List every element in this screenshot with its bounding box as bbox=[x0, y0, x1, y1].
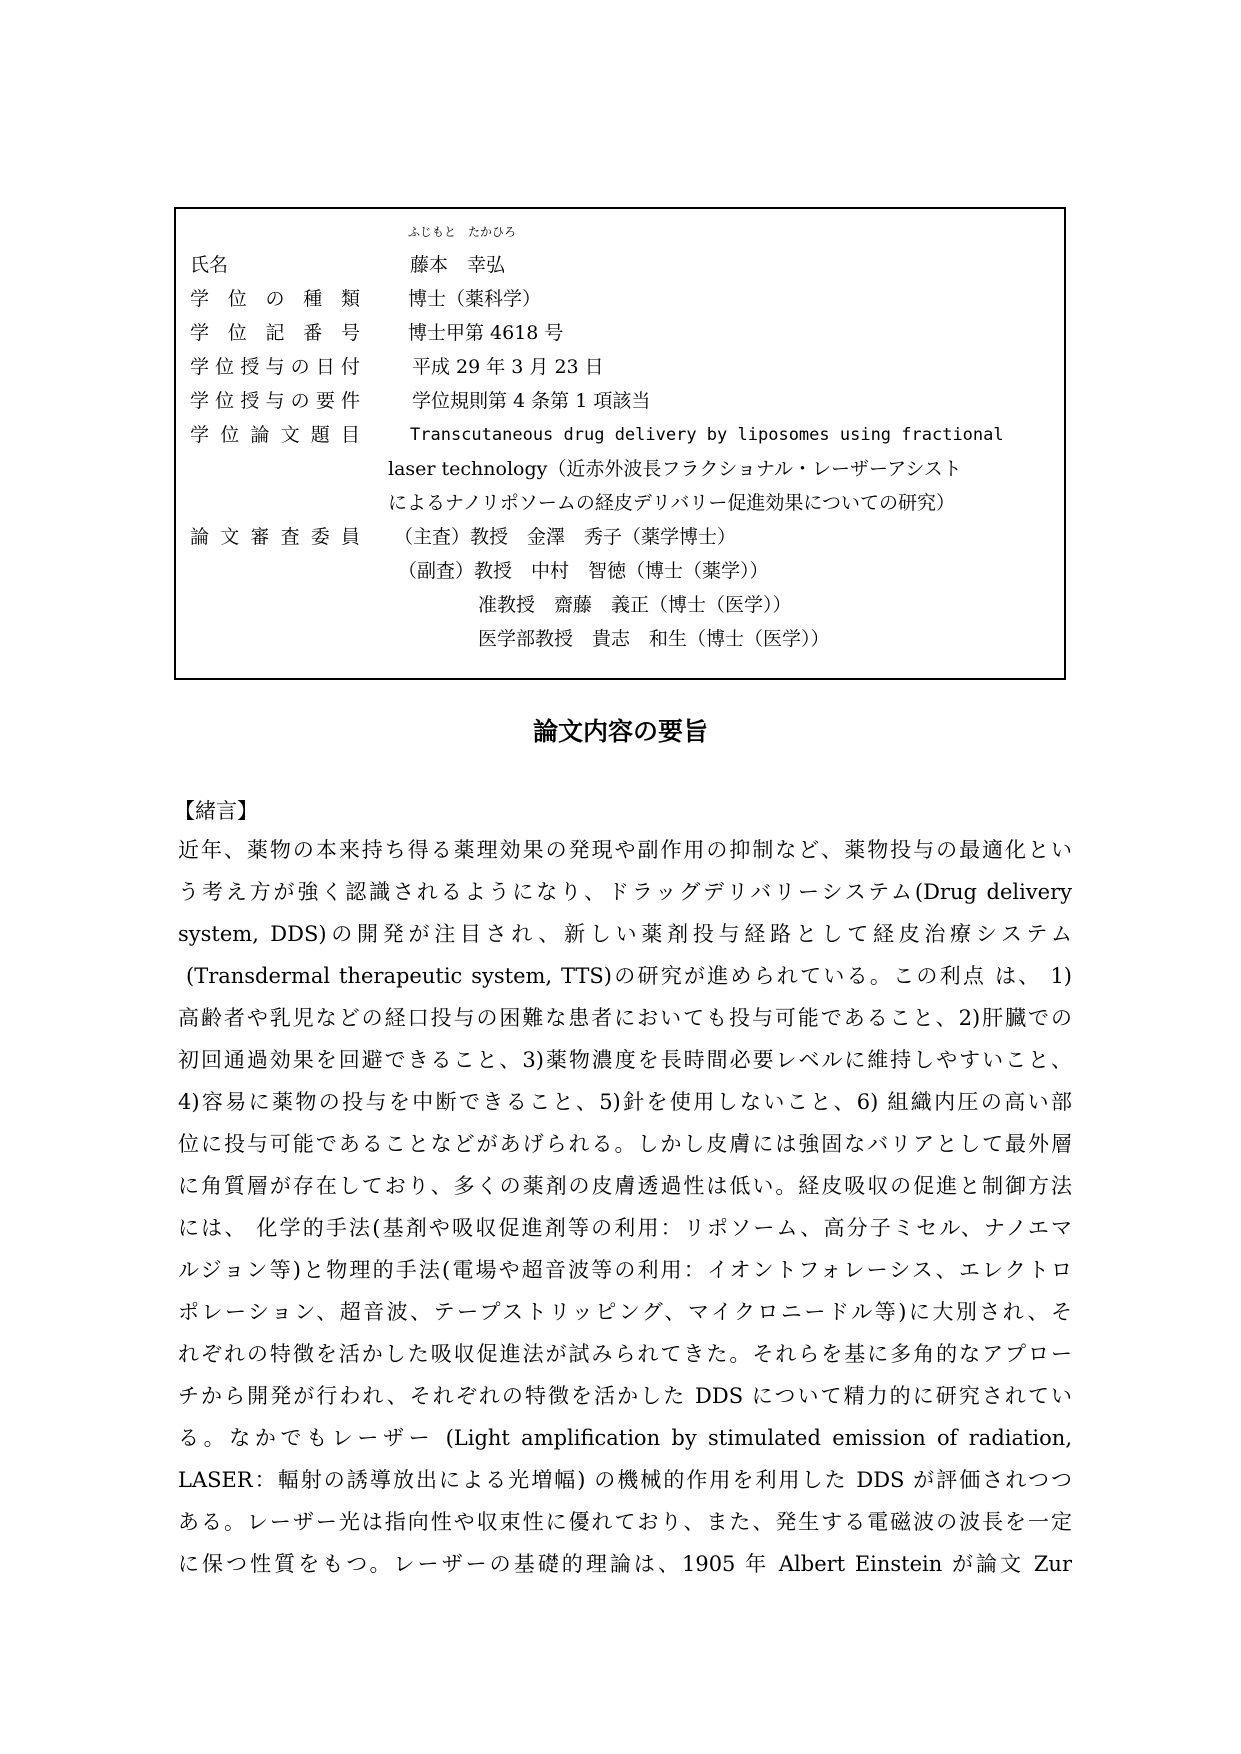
info-value: （副査）教授 中村 智徳（博士（薬学）） bbox=[398, 560, 769, 582]
body-line: LASER：輻射の誘導放出による光増幅) の機械的作用を利用した DDS が評価されつつ bbox=[178, 1468, 1072, 1492]
name-ruby: ふじもと たかひろ bbox=[408, 225, 517, 239]
body-line: ある。レーザー光は指向性や収束性に優れており、また、発生する電磁波の波長を一定 bbox=[178, 1510, 1072, 1534]
info-value: 医学部教授 貴志 和生（博士（医学）） bbox=[478, 628, 830, 650]
info-label: 学位論文題目 bbox=[190, 424, 360, 446]
body-line: system, DDS)の開発が注目され、新しい薬剤投与経路として経皮治療システム bbox=[178, 922, 1072, 946]
body-line: ルジョン等)と物理的手法(電場や超音波等の利用：イオントフォレーシス、エレクトロ bbox=[178, 1258, 1072, 1282]
body-line: 高齢者や乳児などの経口投与の困難な患者においても投与可能であること、2)肝臓での bbox=[178, 1006, 1072, 1030]
body-line: には、 化学的手法(基剤や吸収促進剤等の利用：リポソーム、高分子ミセル、ナノエマ bbox=[178, 1216, 1072, 1240]
info-value: 准教授 齋藤 義正（博士（医学）） bbox=[478, 594, 792, 616]
abstract-heading: 論文内容の要旨 bbox=[532, 717, 708, 746]
section-heading: 【緒言】 bbox=[174, 799, 258, 823]
info-value: laser technology（近赤外波長フラクショナル・レーザーアシスト bbox=[388, 458, 962, 480]
body-line: に角質層が存在しており、多くの薬剤の皮膚透過性は低い。経皮吸収の促進と制御方法 bbox=[178, 1174, 1072, 1198]
body-line: ポレーション、超音波、テープストリッピング、マイクロニードル等)に大別され、そ bbox=[178, 1300, 1072, 1324]
body-line: 位に投与可能であることなどがあげられる。しかし皮膚には強固なバリアとして最外層 bbox=[178, 1132, 1072, 1156]
info-label: 論文審査委員 bbox=[190, 526, 360, 548]
info-label: 学位記番号 bbox=[190, 322, 360, 344]
body-line: に保つ性質をもつ。レーザーの基礎的理論は、1905 年 Albert Einstein が論文 Zur bbox=[178, 1552, 1072, 1576]
body-line: 4)容易に薬物の投与を中断できること、5)針を使用しないこと、6) 組織内圧の高い部 bbox=[178, 1090, 1072, 1114]
body-line: チから開発が行われ、それぞれの特徴を活かした DDS について精力的に研究されてい bbox=[178, 1384, 1072, 1408]
body-line: る。なかでもレーザー (Light amplification by stimulated emission of radiation, bbox=[178, 1426, 1072, 1450]
body-line: れぞれの特徴を活かした吸収促進法が試みられてきた。それらを基に多角的なアプロー bbox=[178, 1342, 1072, 1366]
degree-info-box bbox=[174, 207, 1066, 680]
info-label: 学位授与の要件 bbox=[190, 390, 360, 412]
body-line: 初回通過効果を回避できること、3)薬物濃度を長時間必要レベルに維持しやすいこと、 bbox=[178, 1048, 1072, 1072]
info-value: 博士甲第 4618 号 bbox=[408, 322, 564, 344]
info-value: 平成 29 年 3 月 23 日 bbox=[412, 356, 604, 378]
body-line: (Transdermal therapeutic system, TTS)の研究が進められている。この利点 は、 1) bbox=[186, 964, 1072, 988]
info-value: 博士（薬科学） bbox=[408, 288, 542, 310]
info-label: 学位の種類 bbox=[190, 288, 360, 310]
info-value: によるナノリポソームの経皮デリバリー促進効果についての研究） bbox=[388, 492, 955, 514]
body-line: 近年、薬物の本来持ち得る薬理効果の発現や副作用の抑制など、薬物投与の最適化とい bbox=[178, 838, 1072, 862]
info-label: 氏名 bbox=[190, 254, 229, 276]
info-value: 学位規則第 4 条第 1 項該当 bbox=[412, 390, 651, 412]
info-value: 藤本 幸弘 bbox=[410, 254, 506, 276]
info-value: （主査）教授 金澤 秀子（薬学博士） bbox=[394, 526, 737, 548]
body-line: う考え方が強く認識されるようになり、ドラッグデリバリーシステム(Drug delivery bbox=[178, 880, 1072, 904]
info-value: Transcutaneous drug delivery by liposomes using fractional bbox=[410, 425, 1004, 445]
info-label: 学位授与の日付 bbox=[190, 356, 360, 378]
